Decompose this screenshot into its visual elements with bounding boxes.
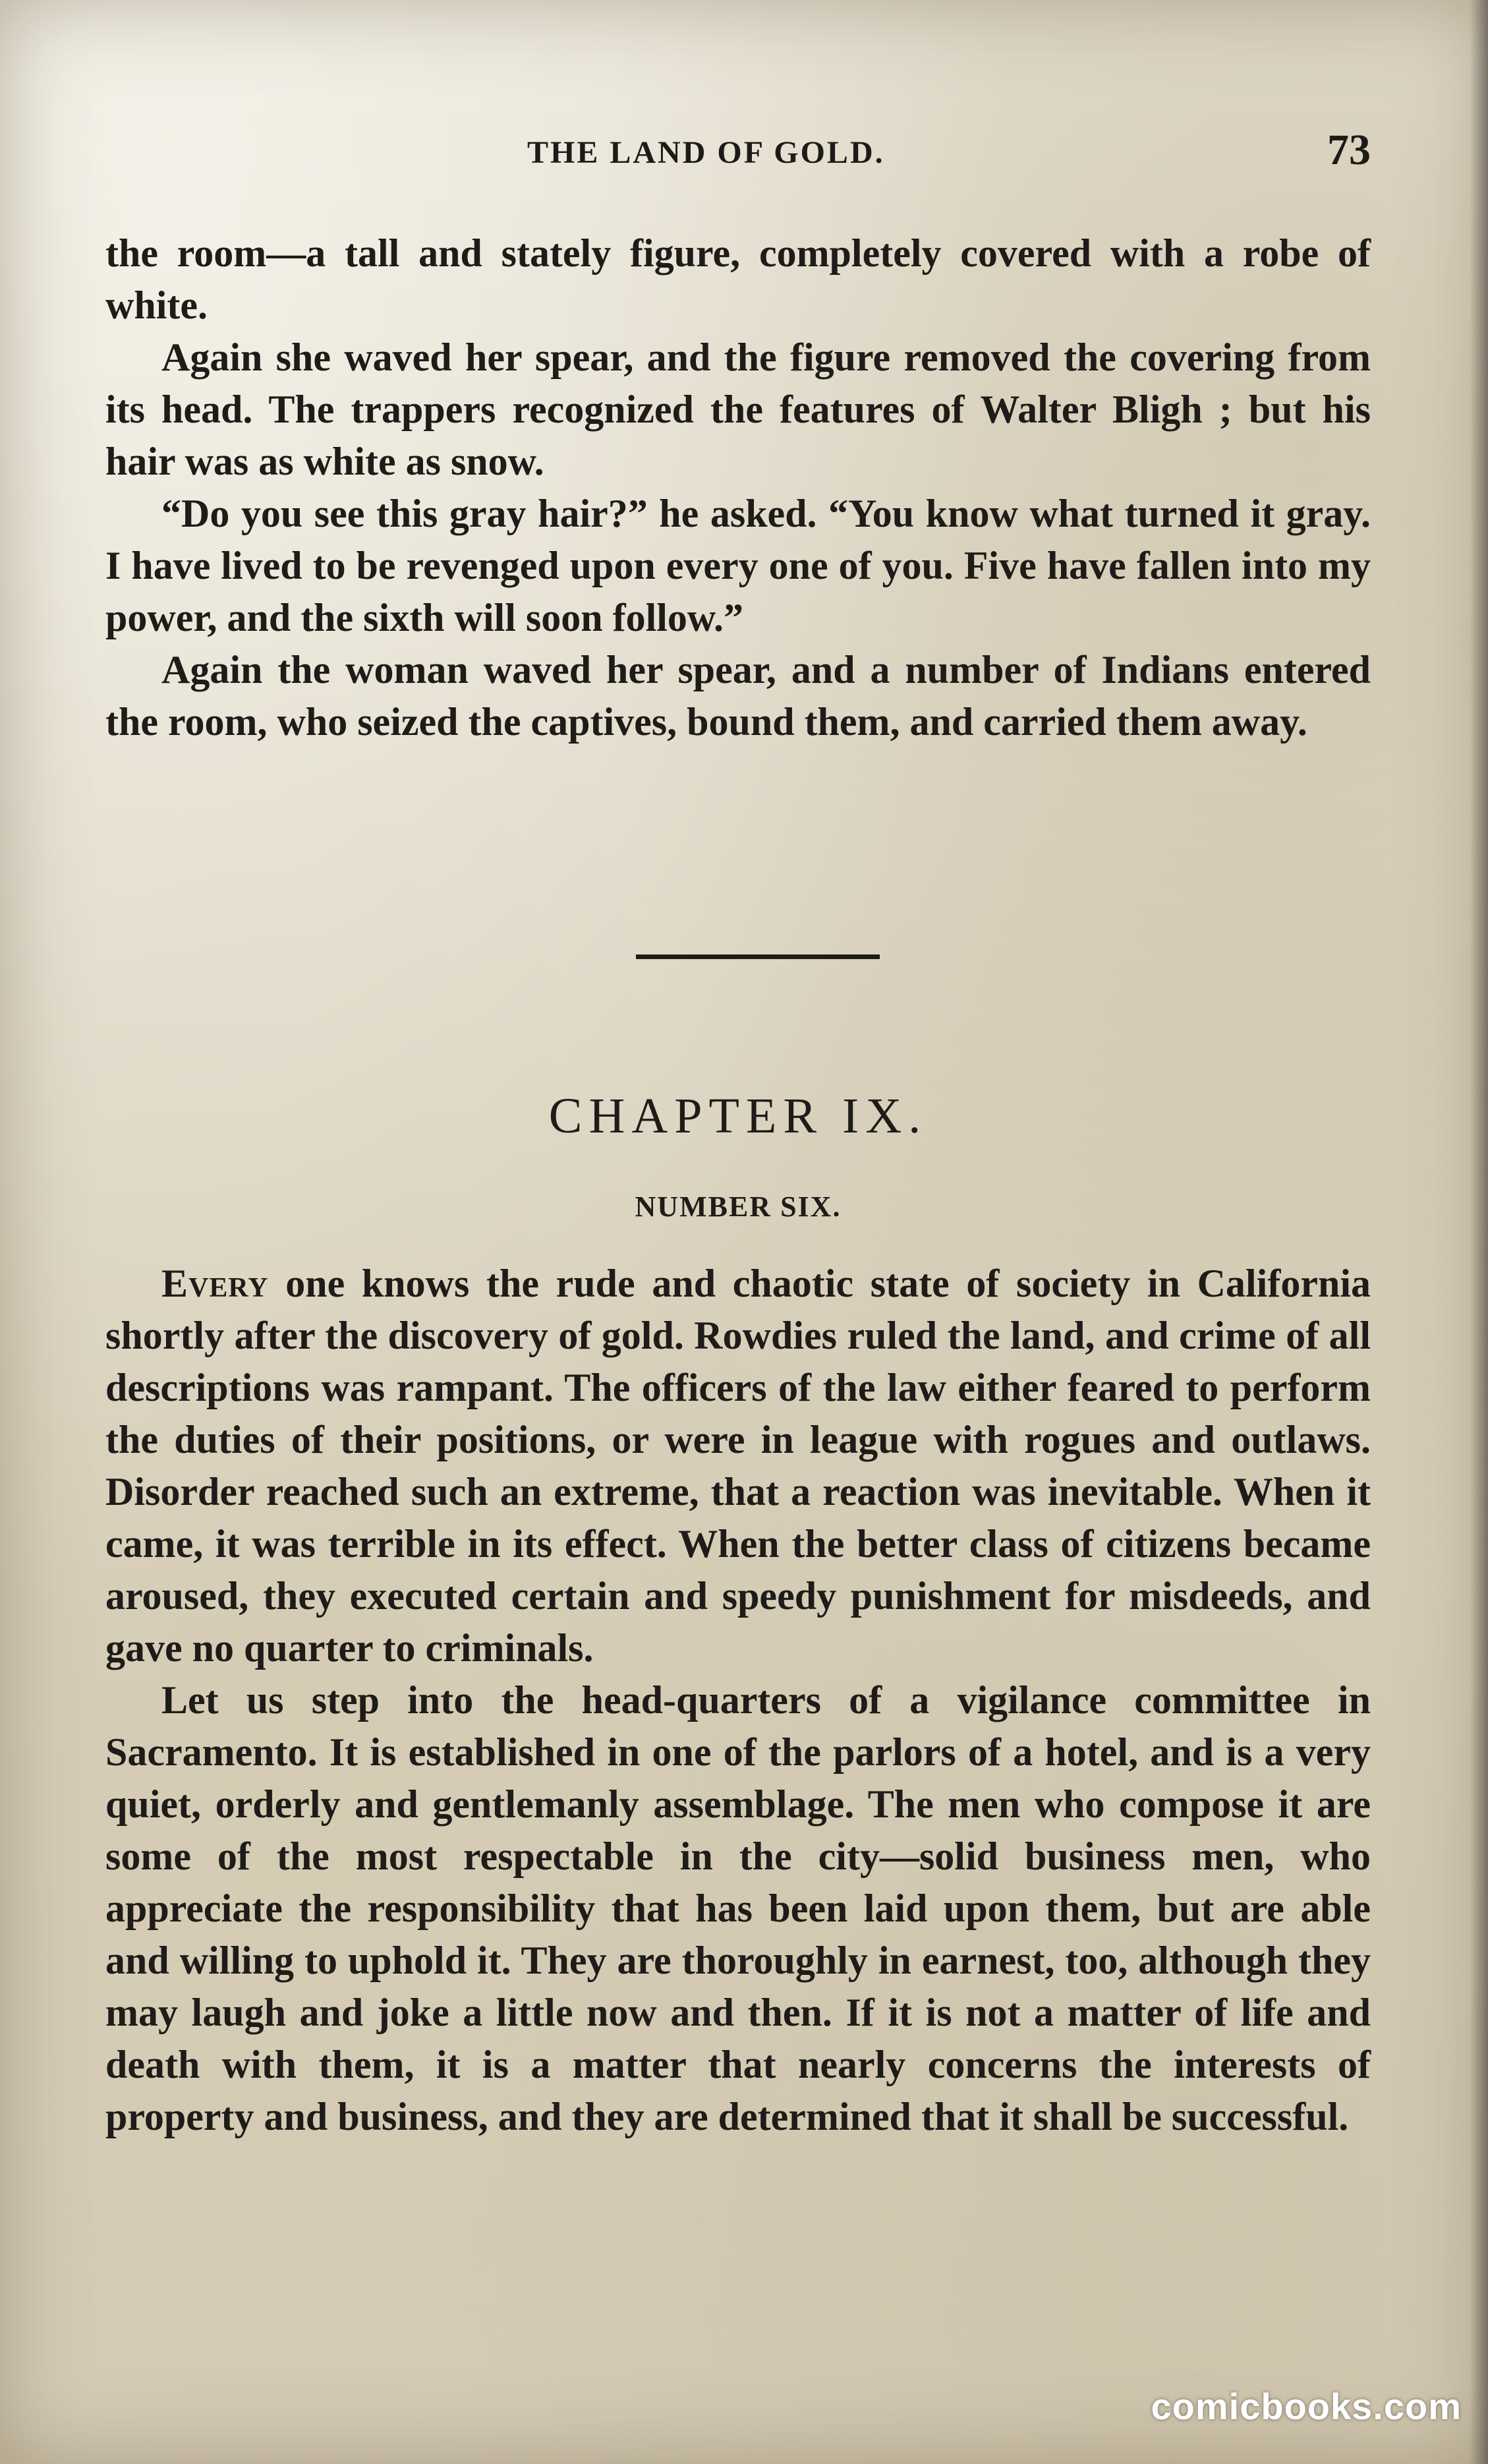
chapter-subtitle: NUMBER SIX.	[635, 1190, 842, 1223]
paragraph-continuation: the room—a tall and stately figure, completely covered with a robe of white.	[105, 231, 1371, 327]
paragraph: Let us step into the head-quarters of a vigilance committee in Sacramento. It is established in one of the parlors of a hotel, and is a very quiet, orderly and gentlemanly assemblage. The men who compose it are some of the most respectable in the city—solid business men, who appreciate the responsibility that has been laid upon them, but are able and willing to uphold it. They are thoroughly in earnest, too, although they may laugh and joke a little now and then. If it is not a matter of life and death with them, it is a matter that nearly concerns the interests of property and business, and they are determined that it shall be successful.	[105, 1678, 1371, 2138]
paragraph: Again the woman waved her spear, and a number of Indians entered the room, who seized the captives, bound them, and carried them away.	[105, 648, 1371, 744]
paragraph: “Do you see this gray hair?” he asked. “You know what turned it gray. I have lived to be revenged upon every one of you. Five have fallen into my power, and the sixth will soon follow.”	[105, 492, 1371, 639]
paragraph	[105, 1258, 1371, 1674]
lead-word: Every	[161, 1262, 269, 1305]
section-divider-rule	[636, 954, 880, 959]
page-edge-shadow	[1470, 0, 1488, 2464]
chapter-title: CHAPTER IX.	[548, 1088, 928, 1144]
running-title: THE LAND OF GOLD.	[527, 135, 885, 170]
paragraph-body: one knows the rude and chaotic state of society in California shortly after the discovery of gold. Rowdies ruled the land, and crime of all descriptions was rampant. The officers of the law either feared to perform the duties of their positions, or were in league with rogues and outlaws. Disorder reached such an extreme, that a reaction was inevitable. When it came, it was terrible in its effect. When the better class of citizens became aroused, they executed certain and speedy punishment for misdeeds, and gave no quarter to criminals.	[105, 1262, 1371, 1670]
watermark: comicbooks.com	[1151, 2386, 1462, 2427]
section-two-text	[105, 1258, 1371, 2143]
paragraph: Again she waved her spear, and the figure removed the covering from its head. The trappers recognized the features of Walter Bligh ; but his hair was as white as snow.	[105, 336, 1371, 483]
section-one-text	[105, 227, 1371, 748]
page-number: 73	[1327, 126, 1371, 174]
page-header	[105, 125, 1371, 185]
